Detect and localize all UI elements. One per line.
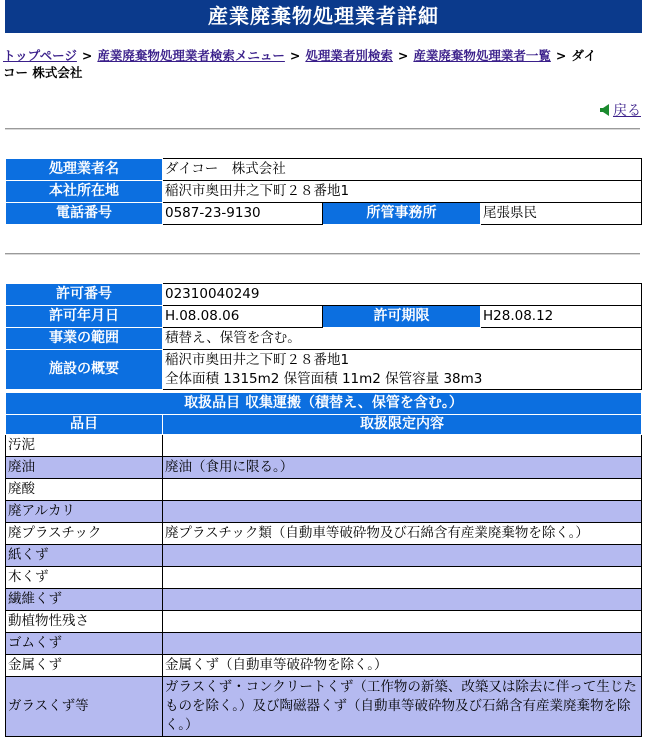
item-name: 繊維くず [6,589,163,611]
permit-expiry-label: 許可期限 [323,306,481,328]
item-name: 廃アルカリ [6,501,163,523]
company-address: 稲沢市奥田井之下町２８番地1 [163,181,642,203]
item-name: 廃油 [6,457,163,479]
breadcrumb-top-link[interactable]: トップページ [3,48,77,63]
breadcrumb-current-cont: コー 株式会社 [3,65,83,80]
back-arrow-icon [600,104,609,116]
item-name: 汚泥 [6,435,163,457]
breadcrumb-company-search-link[interactable]: 処理業者別検索 [305,48,393,63]
facility-address: 稲沢市奥田井之下町２８番地1 [165,351,350,368]
item-name: 紙くず [6,545,163,567]
permit-number-label: 許可番号 [6,284,163,306]
item-limit: 金属くず（自動車等破砕物を除く。） [163,655,642,677]
facility-area: 全体面積 1315m2 保管面積 11m2 保管容量 38m3 [165,370,483,387]
items-heading: 取扱品目 収集運搬（積替え、保管を含む。） [6,393,642,415]
company-phone: 0587-23-9130 [163,203,323,225]
permit-expiry: H28.08.12 [481,306,642,328]
divider [5,128,640,130]
item-limit [163,435,642,457]
item-name: 廃プラスチック [6,523,163,545]
back-link[interactable] [600,100,641,120]
permit-date-label: 許可年月日 [6,306,163,328]
item-limit: 廃油（食用に限る。） [163,457,642,479]
item-name: 動植物性残さ [6,611,163,633]
company-name: ダイコー 株式会社 [163,159,642,181]
item-limit [163,611,642,633]
page-title: 産業廃棄物処理業者詳細 [5,0,642,33]
facility-label: 施設の概要 [6,350,163,390]
item-limit: 廃プラスチック類（自動車等破砕物及び石綿含有産業廃棄物を除く。） [163,523,642,545]
address-label: 本社所在地 [6,181,163,203]
permit-scope: 積替え、保管を含む。 [163,328,642,350]
scope-label: 事業の範囲 [6,328,163,350]
items-table [5,392,642,737]
item-limit [163,589,642,611]
breadcrumb-separator: > [397,48,409,63]
back-label: 戻る [613,103,641,119]
item-name: 廃酸 [6,479,163,501]
item-name: 木くず [6,567,163,589]
item-name: ゴムくず [6,633,163,655]
breadcrumb [3,47,639,81]
permit-number: 02310040249 [163,284,642,306]
permit-date: H.08.08.06 [163,306,323,328]
item-limit: ガラスくず・コンクリートくず（工作物の新築、改築又は除去に伴って生じたものを除く。）及び陶磁器くず（自動車等破砕物及び石綿含有産業廃棄物を除く。） [163,677,642,737]
company-table [5,158,642,225]
breadcrumb-company-list-link[interactable]: 産業廃棄物処理業者一覧 [413,48,551,63]
breadcrumb-separator: > [555,48,567,63]
item-limit [163,545,642,567]
item-name: ガラスくず等 [6,677,163,737]
phone-label: 電話番号 [6,203,163,225]
item-limit [163,633,642,655]
item-limit [163,501,642,523]
col-item-header: 品目 [6,415,163,435]
divider [5,253,640,255]
item-name: 金属くず [6,655,163,677]
breadcrumb-search-menu-link[interactable]: 産業廃棄物処理業者検索メニュー [97,48,285,63]
item-limit [163,479,642,501]
breadcrumb-separator: > [289,48,301,63]
item-limit [163,567,642,589]
name-label: 処理業者名 [6,159,163,181]
breadcrumb-separator: > [81,48,93,63]
breadcrumb-current: ダイ [571,48,597,63]
office-label: 所管事務所 [323,203,481,225]
permit-table [5,283,642,390]
company-office: 尾張県民 [481,203,642,225]
facility-summary [163,350,642,390]
col-limit-header: 取扱限定内容 [163,415,642,435]
